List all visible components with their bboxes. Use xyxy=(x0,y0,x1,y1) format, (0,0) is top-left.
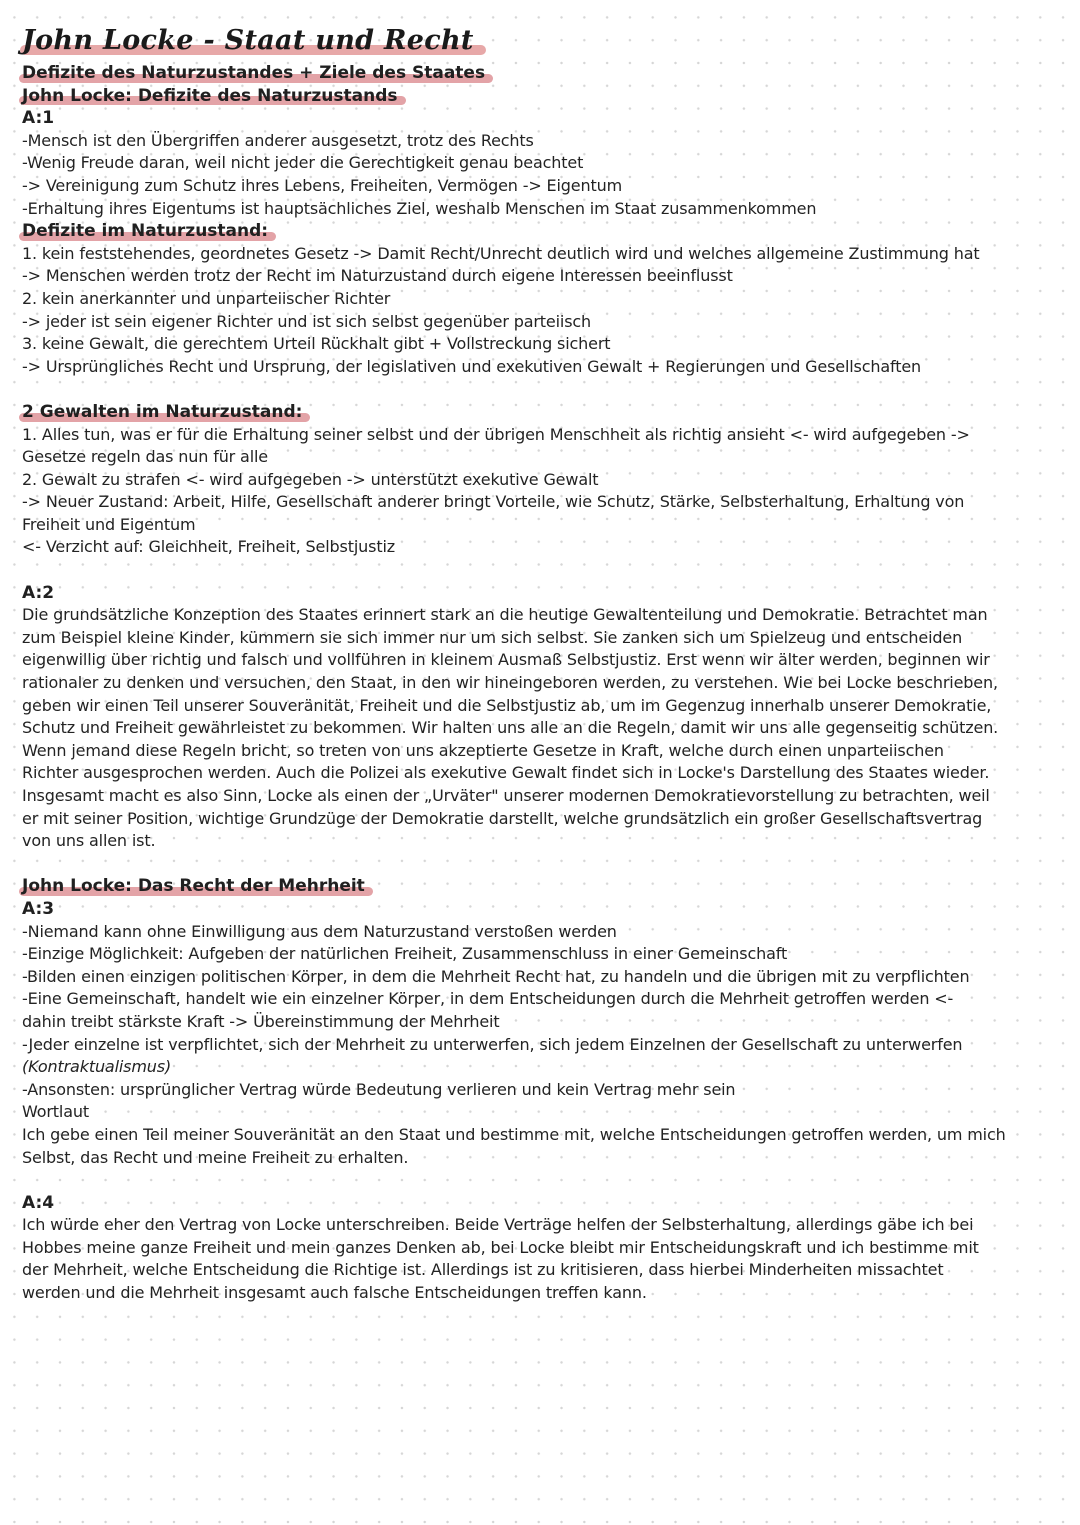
heading-locke-defizite: John Locke: Defizite des Naturzustands xyxy=(22,85,406,108)
text-line: -> Neuer Zustand: Arbeit, Hilfe, Gesellschaft anderer bringt Vorteile, wie Schutz, Stärke, Selbsterhaltung, Erhaltung von xyxy=(22,492,965,512)
spacer xyxy=(22,559,1022,582)
text-line: 3. keine Gewalt, die gerechtem Urteil Rückhalt gibt + Vollstreckung sichert xyxy=(22,334,611,354)
text-line: 1. Alles tun, was er für die Erhaltung seiner selbst und der übrigen Menschheit als richtig ansieht <- wird aufgegeben -> xyxy=(22,424,970,444)
text-line: -Bilden einen einzigen politischen Körper, in dem die Mehrheit Recht hat, zu handeln und die übrigen mit zu verpflichten xyxy=(22,966,970,986)
text-line: -> jeder ist sein eigener Richter und ist sich selbst gegenüber parteiisch xyxy=(22,311,592,331)
section-a2 xyxy=(22,582,1022,853)
text-line: 2. kein anerkannter und unparteiischer Richter xyxy=(22,288,391,308)
text-line: -Erhaltung ihres Eigentums ist hauptsächliches Ziel, weshalb Menschen im Staat zusammenkommen xyxy=(22,198,817,218)
text-line: Schutz und Freiheit gewährleistet zu bekommen. Wir halten uns alle an die Regeln, damit wir uns alle gegenseitig schützen. xyxy=(22,718,999,738)
text-line: Ich gebe einen Teil meiner Souveränität an den Staat und bestimme mit, welche Entscheidungen getroffen werden, um mich xyxy=(22,1124,1006,1144)
text-line: rationaler zu denken und versuchen, den Staat, in den wir hineingeboren werden, zu verstehen. Wie bei Locke beschrieben, xyxy=(22,673,998,693)
text-line: von uns allen ist. xyxy=(22,831,156,851)
section-gewalten xyxy=(22,401,1022,559)
spacer xyxy=(22,1169,1022,1192)
text-line: werden und die Mehrheit insgesamt auch falsche Entscheidungen treffen kann. xyxy=(22,1283,647,1303)
task-label-a2: A:2 xyxy=(22,582,55,603)
text-line: Insgesamt macht es also Sinn, Locke als einen der „Urväter" unserer modernen Demokratievorstellung zu betrachten, weil xyxy=(22,786,990,805)
text-line: eigenwillig über richtig und falsch und vollführen in kleinem Ausmaß Selbstjustiz. Erst wenn wir älter werden, beginnen wir xyxy=(22,650,990,670)
heading-defizite-naturzustand: Defizite im Naturzustand: xyxy=(22,220,276,243)
text-line: <- Verzicht auf: Gleichheit, Freiheit, Selbstjustiz xyxy=(22,537,395,557)
text-line-italic: (Kontraktualismus) xyxy=(22,1057,172,1077)
text-line: -Wenig Freude daran, weil nicht jeder die Gerechtigkeit genau beachtet xyxy=(22,153,584,173)
text-line: 2. Gewalt zu strafen <- wird aufgegeben -> unterstützt exekutive Gewalt xyxy=(22,469,599,489)
text-line: Wortlaut xyxy=(22,1102,89,1122)
text-line: Ich würde eher den Vertrag von Locke unterschreiben. Beide Verträge helfen der Selbsterhaltung, allerdings gäbe ich bei xyxy=(22,1215,974,1235)
spacer xyxy=(22,378,1022,401)
heading-gewalten: 2 Gewalten im Naturzustand: xyxy=(22,401,310,424)
text-line: Wenn jemand diese Regeln bricht, so treten von uns akzeptierte Gesetze in Kraft, welche durch einen unparteiischen xyxy=(22,740,944,760)
text-line: -> Ursprüngliches Recht und Ursprung, der legislativen und exekutiven Gewalt + Regierungen und Gesellschaften xyxy=(22,356,922,376)
task-label-a3: A:3 xyxy=(22,898,55,919)
text-line: zum Beispiel kleine Kinder, kümmern sie sich immer nur um sich selbst. Sie zanken sich um Spielzeug und entscheiden xyxy=(22,627,963,647)
page-title: John Locke - Staat und Recht xyxy=(22,26,480,56)
text-line: er mit seiner Position, wichtige Grundzüge der Demokratie darstellt, welche grundsätzlich ein großer Gesellschaftsvertrag xyxy=(22,808,983,828)
section-defizite-naturzustand xyxy=(22,220,1022,378)
text-line: der Mehrheit, welche Entscheidung die Richtige ist. Allerdings ist zu kritisieren, dass hierbei Minderheiten missachtet xyxy=(22,1260,944,1280)
text-line: 1. kein feststehendes, geordnetes Gesetz -> Damit Recht/Unrecht deutlich wird und welches allgemeine Zustimmung hat xyxy=(22,243,980,263)
text-line: Richter ausgesprochen werden. Auch die Polizei als exekutive Gewalt findet sich in Locke's Darstellung des Staates wieder. xyxy=(22,763,990,783)
heading-defizite-ziele: Defizite des Naturzustandes + Ziele des Staates xyxy=(22,62,493,85)
text-line: Gesetze regeln das nun für alle xyxy=(22,447,268,467)
text-line: geben wir einen Teil unserer Souveränität, Freiheit und die Selbstjustiz ab, um im Gegenzug innerhalb unserer Demokratie, xyxy=(22,695,992,715)
section-defizite xyxy=(22,62,1022,220)
spacer xyxy=(22,853,1022,876)
text-line: -Ansonsten: ursprünglicher Vertrag würde Bedeutung verlieren und kein Vertrag mehr sein xyxy=(22,1079,736,1099)
text-line: -Niemand kann ohne Einwilligung aus dem Naturzustand verstoßen werden xyxy=(22,921,617,941)
text-line: -> Menschen werden trotz der Recht im Naturzustand durch eigene Interessen beeinflusst xyxy=(22,266,733,286)
text-line: Freiheit und Eigentum xyxy=(22,514,196,534)
text-line: Die grundsätzliche Konzeption des Staates erinnert stark an die heutige Gewaltenteilung und Demokratie. Betrachtet man xyxy=(22,605,988,625)
section-mehrheit xyxy=(22,875,1022,1169)
section-a4 xyxy=(22,1192,1022,1305)
task-label-a4: A:4 xyxy=(22,1192,55,1213)
text-line: -Jeder einzelne ist verpflichtet, sich der Mehrheit zu unterwerfen, sich jedem Einzelnen der Gesellschaft zu unterwerfen xyxy=(22,1034,963,1054)
text-line: -Eine Gemeinschaft, handelt wie ein einzelner Körper, in dem Entscheidungen durch die Mehrheit getroffen werden <- xyxy=(22,989,954,1009)
text-line: -> Vereinigung zum Schutz ihres Lebens, Freiheiten, Vermögen -> Eigentum xyxy=(22,175,623,195)
text-line: -Mensch ist den Übergriffen anderer ausgesetzt, trotz des Rechts xyxy=(22,130,534,150)
text-line: Selbst, das Recht und meine Freiheit zu erhalten. xyxy=(22,1147,409,1167)
text-line: -Einzige Möglichkeit: Aufgeben der natürlichen Freiheit, Zusammenschluss in einer Gemeinschaft xyxy=(22,944,788,964)
text-line: dahin treibt stärkste Kraft -> Übereinstimmung der Mehrheit xyxy=(22,1011,500,1031)
heading-recht-mehrheit: John Locke: Das Recht der Mehrheit xyxy=(22,875,373,898)
text-line: Hobbes meine ganze Freiheit und mein ganzes Denken ab, bei Locke bleibt mir Entscheidungskraft und ich bestimme mit xyxy=(22,1237,979,1257)
task-label-a1: A:1 xyxy=(22,108,55,129)
title-wrap xyxy=(22,26,1022,62)
